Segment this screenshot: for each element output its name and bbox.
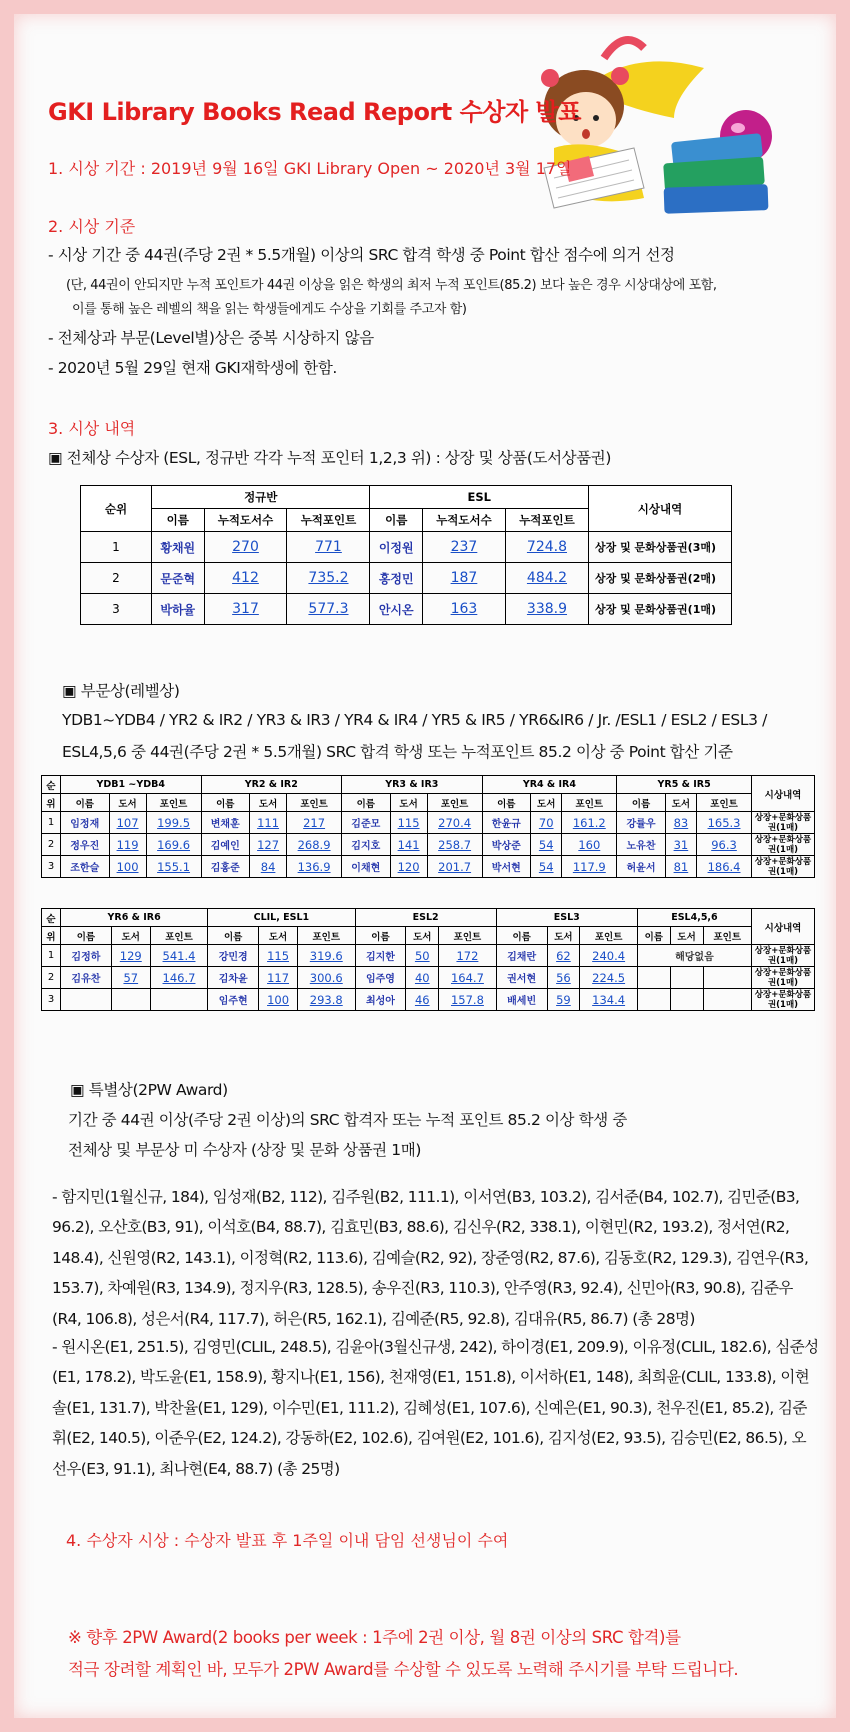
books-link[interactable]: 117 (259, 967, 298, 989)
books-link[interactable]: 59 (547, 989, 580, 1011)
header-esl: ESL (370, 486, 589, 509)
header-books: 누적도서수 (422, 509, 505, 532)
group-header: YDB1 ~YDB4 (61, 776, 202, 794)
name-cell: 김지한 (355, 945, 406, 967)
ceremony-heading: 4. 수상자 시상 : 수상자 발표 후 1주일 이내 담임 선생님이 수여 (66, 1531, 509, 1550)
header-points: 포인트 (703, 927, 752, 945)
header-name: 이름 (201, 794, 250, 812)
name-cell: 허윤서 (617, 856, 666, 878)
books-link[interactable]: 187 (422, 563, 505, 594)
prize-cell: 상장+문화상품권(1매) (752, 812, 815, 834)
points-link[interactable]: 160 (562, 834, 617, 856)
header-points: 포인트 (439, 927, 497, 945)
books-link[interactable]: 70 (531, 812, 562, 834)
name-cell: 김채란 (496, 945, 547, 967)
table-row (42, 856, 815, 878)
empty-cell (703, 967, 752, 989)
rank-cell: 1 (42, 812, 61, 834)
awards-heading: 3. 시상 내역 (48, 419, 136, 438)
group-header: ESL2 (355, 909, 496, 927)
overall-award-title: ▣ 전체상 수상자 (ESL, 정규반 각각 누적 포인터 1,2,3 위) : 상장 및 상품(도서상품권) (48, 449, 612, 467)
name-cell: 김정하 (61, 945, 112, 967)
header-books: 도서 (250, 794, 287, 812)
books-link[interactable]: 129 (111, 945, 150, 967)
empty-cell (111, 989, 150, 1011)
books-link[interactable]: 56 (547, 967, 580, 989)
books-link[interactable]: 412 (204, 563, 287, 594)
group-header: YR5 & IR5 (617, 776, 752, 794)
page-title: GKI Library Books Read Report 수상자 발표 (48, 98, 581, 126)
name-cell: 황채원 (152, 532, 205, 563)
girl-reading-book-icon (524, 28, 844, 258)
division-line-1: YDB1~YDB4 / YR2 & IR2 / YR3 & IR3 / YR4 & IR4 / YR5 & IR5 / YR6&IR6 / Jr. /ESL1 / ESL2 / ESL3 / (62, 711, 767, 729)
points-link[interactable]: 117.9 (562, 856, 617, 878)
prize-cell: 상장+문화상품권(1매) (752, 967, 815, 989)
points-link[interactable]: 217 (287, 812, 342, 834)
points-link[interactable]: 268.9 (287, 834, 342, 856)
special-line-1: 기간 중 44권 이상(주당 2권 이상)의 SRC 합격자 또는 누적 포인트 85.2 이상 학생 중 (68, 1111, 627, 1129)
name-cell: 정우진 (61, 834, 110, 856)
points-link[interactable]: 155.1 (146, 856, 201, 878)
books-link[interactable]: 31 (665, 834, 696, 856)
level-award-table-2 (41, 908, 815, 1011)
points-link[interactable]: 270.4 (427, 812, 482, 834)
name-cell: 안시온 (370, 594, 423, 625)
special-winners-esl: - 원시온(E1, 251.5), 김영민(CLIL, 248.5), 김윤아(3월신규생, 242), 하이경(E1, 209.9), 이유정(CLIL, 182.6), 심준성(E1, 178.2), 박도윤(E1, 158.9), 황지나(E1, 156), 천재영(E1, 151.8), 이서하(E1, 148), 최희윤(CLIL, 133.8), 이현솔(E1, 131.7), 박찬율(E1, 129), 이수민(E1, 111.2), 김혜성(E1, 107.6), 신예은(E1, 90.3), 천우진(E1, 85.2), 김준휘(E2, 140.5), 이준우(E2, 124.2), 강동하(E2, 102.6), 김여원(E2, 101.6), 김지성(E2, 93.5), 김승민(E2, 86.5), 오선우(E3, 91.1), 최나현(E4, 88.7) (총 25명) (52, 1338, 819, 1478)
header-points: 포인트 (298, 927, 356, 945)
prize-cell: 상장 및 문화상품권(3매) (589, 532, 732, 563)
header-points: 포인트 (427, 794, 482, 812)
books-link[interactable]: 100 (109, 856, 146, 878)
rank-cell: 1 (42, 945, 61, 967)
books-link[interactable]: 119 (109, 834, 146, 856)
header-regular: 정규반 (152, 486, 370, 509)
header-name: 이름 (208, 927, 259, 945)
name-cell: 홍정민 (370, 563, 423, 594)
division-award-title: ▣ 부문상(레벨상) (62, 682, 180, 700)
table-row (42, 834, 815, 856)
name-cell: 변채훈 (201, 812, 250, 834)
name-cell: 임주현 (208, 989, 259, 1011)
header-points: 포인트 (150, 927, 208, 945)
name-cell: 박서현 (482, 856, 531, 878)
header-name: 이름 (496, 927, 547, 945)
name-cell: 최성아 (355, 989, 406, 1011)
points-link[interactable]: 258.7 (427, 834, 482, 856)
header-points: 포인트 (287, 794, 342, 812)
points-link[interactable]: 240.4 (580, 945, 638, 967)
criteria-note-2: 이를 통해 높은 레벨의 책을 읽는 학생들에게도 수상을 기회를 주고자 함) (72, 302, 467, 317)
books-link[interactable]: 115 (390, 812, 427, 834)
empty-cell (637, 967, 670, 989)
special-line-2: 전체상 및 부문상 미 수상자 (상장 및 문화 상품권 1매) (68, 1141, 421, 1159)
points-link[interactable]: 338.9 (505, 594, 588, 625)
name-cell: 배세빈 (496, 989, 547, 1011)
points-link[interactable]: 169.6 (146, 834, 201, 856)
name-cell: 박하율 (152, 594, 205, 625)
name-cell: 이채현 (342, 856, 391, 878)
group-header: YR4 & IR4 (482, 776, 617, 794)
header-books: 도서 (670, 927, 703, 945)
header-books: 도서 (259, 927, 298, 945)
header-points: 포인트 (580, 927, 638, 945)
points-link[interactable]: 577.3 (287, 594, 370, 625)
points-link[interactable]: 134.4 (580, 989, 638, 1011)
books-link[interactable]: 111 (250, 812, 287, 834)
points-link[interactable]: 96.3 (697, 834, 752, 856)
footer-note-1: ※ 향후 2PW Award(2 books per week : 1주에 2권 이상, 월 8권 이상의 SRC 합격)를 (68, 1628, 681, 1647)
criteria-line-2: - 전체상과 부문(Level별)상은 중복 시상하지 않음 (48, 329, 374, 347)
header-prize: 시상내역 (589, 486, 732, 532)
books-link[interactable]: 62 (547, 945, 580, 967)
header-wi: 위 (42, 927, 61, 945)
books-link[interactable]: 46 (406, 989, 439, 1011)
header-points: 누적포인트 (287, 509, 370, 532)
books-link[interactable]: 120 (390, 856, 427, 878)
books-link[interactable]: 270 (204, 532, 287, 563)
header-points: 포인트 (146, 794, 201, 812)
header-wi: 위 (42, 794, 61, 812)
header-name: 이름 (152, 509, 205, 532)
footer-note-2: 적극 장려할 계획인 바, 모두가 2PW Award를 수상할 수 있도록 노력해 주시기를 부탁 드립니다. (68, 1660, 739, 1679)
header-soon: 순 (42, 776, 61, 794)
books-link[interactable]: 163 (422, 594, 505, 625)
header-name: 이름 (355, 927, 406, 945)
points-link[interactable]: 293.8 (298, 989, 356, 1011)
header-prize: 시상내역 (752, 776, 815, 812)
header-soon: 순 (42, 909, 61, 927)
points-link[interactable]: 186.4 (697, 856, 752, 878)
prize-cell: 상장 및 문화상품권(2매) (589, 563, 732, 594)
prize-cell: 상장+문화상품권(1매) (752, 945, 815, 967)
table-row (42, 967, 815, 989)
points-link[interactable]: 201.7 (427, 856, 482, 878)
name-cell: 김유찬 (61, 967, 112, 989)
name-cell: 한윤규 (482, 812, 531, 834)
header-books: 도서 (111, 927, 150, 945)
table-row (42, 945, 815, 967)
points-link[interactable]: 165.3 (697, 812, 752, 834)
empty-cell (703, 989, 752, 1011)
header-name: 이름 (370, 509, 423, 532)
rank-cell: 2 (42, 834, 61, 856)
name-cell: 김지호 (342, 834, 391, 856)
rank-cell: 3 (81, 594, 152, 625)
points-link[interactable]: 484.2 (505, 563, 588, 594)
header-books: 도서 (665, 794, 696, 812)
header-points: 포인트 (562, 794, 617, 812)
points-link[interactable]: 136.9 (287, 856, 342, 878)
group-header: YR2 & IR2 (201, 776, 342, 794)
none-cell: 해당없음 (637, 945, 751, 967)
level-award-table-1 (41, 775, 815, 878)
empty-cell (637, 989, 670, 1011)
books-link[interactable]: 141 (390, 834, 427, 856)
criteria-note-1: (단, 44권이 안되지만 누적 포인트가 44권 이상을 읽은 학생의 최저 누적 포인트(85.2) 보다 높은 경우 시상대상에 포함, (66, 278, 717, 293)
books-link[interactable]: 57 (111, 967, 150, 989)
books-link[interactable]: 107 (109, 812, 146, 834)
header-books: 도서 (390, 794, 427, 812)
header-name: 이름 (617, 794, 666, 812)
criteria-line-3: - 2020년 5월 29일 현재 GKI재학생에 한함. (48, 359, 337, 377)
books-link[interactable]: 54 (531, 834, 562, 856)
group-header: YR6 & IR6 (61, 909, 208, 927)
header-name: 이름 (61, 927, 112, 945)
name-cell: 김차윤 (208, 967, 259, 989)
header-books: 누적도서수 (204, 509, 287, 532)
group-header: CLIL, ESL1 (208, 909, 355, 927)
prize-cell: 상장+문화상품권(1매) (752, 989, 815, 1011)
special-award-title: ▣ 특별상(2PW Award) (70, 1081, 228, 1099)
special-winners-regular: - 함지민(1월신규, 184), 임성재(B2, 112), 김주원(B2, 111.1), 이서연(B3, 103.2), 김서준(B4, 102.7), 김민준(B3, 96.2), 오산호(B3, 91), 이석호(B4, 88.7), 김효민(B3, 88.6), 김신우(R2, 338.1), 이현민(R2, 193.2), 정서연(R2, 148.4), 신원영(R2, 143.1), 이정혁(R2, 113.6), 김예슬(R2, 92), 장준영(R2, 87.6), 김동호(R2, 129.3), 김연우(R3, 153.7), 차예원(R3, 134.9), 정지우(R3, 128.5), 송우진(R3, 110.3), 안주영(R3, 92.4), 신민아(R3, 90.8), 김준우(R4, 106.8), 성은서(R4, 117.7), 허은(R5, 162.1), 김예준(R5, 92.8), 김대유(R5, 86.7) (총 28명) (52, 1188, 809, 1328)
points-link[interactable]: 735.2 (287, 563, 370, 594)
points-link[interactable]: 541.4 (150, 945, 208, 967)
books-link[interactable]: 81 (665, 856, 696, 878)
name-cell: 문준혁 (152, 563, 205, 594)
period-heading: 1. 시상 기간 : 2019년 9월 16일 GKI Library Open ~ 2020년 3월 17일 (48, 159, 572, 178)
empty-cell (670, 967, 703, 989)
books-link[interactable]: 40 (406, 967, 439, 989)
header-books: 도서 (531, 794, 562, 812)
header-points: 누적포인트 (505, 509, 588, 532)
prize-cell: 상장+문화상품권(1매) (752, 856, 815, 878)
books-link[interactable]: 237 (422, 532, 505, 563)
points-link[interactable]: 724.8 (505, 532, 588, 563)
group-header: ESL3 (496, 909, 637, 927)
table-row (81, 594, 732, 625)
points-link[interactable]: 157.8 (439, 989, 497, 1011)
name-cell: 박상준 (482, 834, 531, 856)
rank-cell: 1 (81, 532, 152, 563)
name-cell: 강민경 (208, 945, 259, 967)
points-link[interactable]: 224.5 (580, 967, 638, 989)
table-row (42, 989, 815, 1011)
empty-cell (150, 989, 208, 1011)
points-link[interactable]: 164.7 (439, 967, 497, 989)
rank-cell: 3 (42, 856, 61, 878)
points-link[interactable]: 771 (287, 532, 370, 563)
books-link[interactable]: 127 (250, 834, 287, 856)
prize-cell: 상장 및 문화상품권(1매) (589, 594, 732, 625)
header-name: 이름 (61, 794, 110, 812)
points-link[interactable]: 319.6 (298, 945, 356, 967)
name-cell: 노유찬 (617, 834, 666, 856)
name-cell: 강률우 (617, 812, 666, 834)
rank-cell: 2 (81, 563, 152, 594)
books-link[interactable]: 83 (665, 812, 696, 834)
table-row (42, 812, 815, 834)
prize-cell: 상장+문화상품권(1매) (752, 834, 815, 856)
table-row (81, 563, 732, 594)
points-link[interactable]: 161.2 (562, 812, 617, 834)
header-name: 이름 (342, 794, 391, 812)
empty-cell (61, 989, 112, 1011)
group-header: ESL4,5,6 (637, 909, 751, 927)
books-link[interactable]: 115 (259, 945, 298, 967)
criteria-heading: 2. 시상 기준 (48, 217, 136, 236)
empty-cell (670, 989, 703, 1011)
points-link[interactable]: 172 (439, 945, 497, 967)
name-cell: 권서현 (496, 967, 547, 989)
books-link[interactable]: 54 (531, 856, 562, 878)
rank-cell: 3 (42, 989, 61, 1011)
header-prize: 시상내역 (752, 909, 815, 945)
header-books: 도서 (109, 794, 146, 812)
header-name: 이름 (637, 927, 670, 945)
name-cell: 김예인 (201, 834, 250, 856)
header-rank: 순위 (81, 486, 152, 532)
table-row (81, 532, 732, 563)
rank-cell: 2 (42, 967, 61, 989)
name-cell: 임주영 (355, 967, 406, 989)
points-link[interactable]: 199.5 (146, 812, 201, 834)
overall-award-table (80, 485, 732, 625)
name-cell: 임정재 (61, 812, 110, 834)
header-name: 이름 (482, 794, 531, 812)
division-line-2: ESL4,5,6 중 44권(주당 2권 * 5.5개월) SRC 합격 학생 또는 누적포인트 85.2 이상 중 Point 합산 기준 (62, 743, 733, 761)
books-link[interactable]: 100 (259, 989, 298, 1011)
name-cell: 김준모 (342, 812, 391, 834)
header-points: 포인트 (697, 794, 752, 812)
points-link[interactable]: 300.6 (298, 967, 356, 989)
books-link[interactable]: 317 (204, 594, 287, 625)
books-link[interactable]: 50 (406, 945, 439, 967)
group-header: YR3 & IR3 (342, 776, 483, 794)
points-link[interactable]: 146.7 (150, 967, 208, 989)
header-books: 도서 (406, 927, 439, 945)
name-cell: 이정원 (370, 532, 423, 563)
header-books: 도서 (547, 927, 580, 945)
criteria-line-1: - 시상 기간 중 44권(주당 2권 * 5.5개월) 이상의 SRC 합격 학생 중 Point 합산 점수에 의거 선정 (48, 246, 675, 264)
name-cell: 김홍준 (201, 856, 250, 878)
name-cell: 조한슬 (61, 856, 110, 878)
books-link[interactable]: 84 (250, 856, 287, 878)
